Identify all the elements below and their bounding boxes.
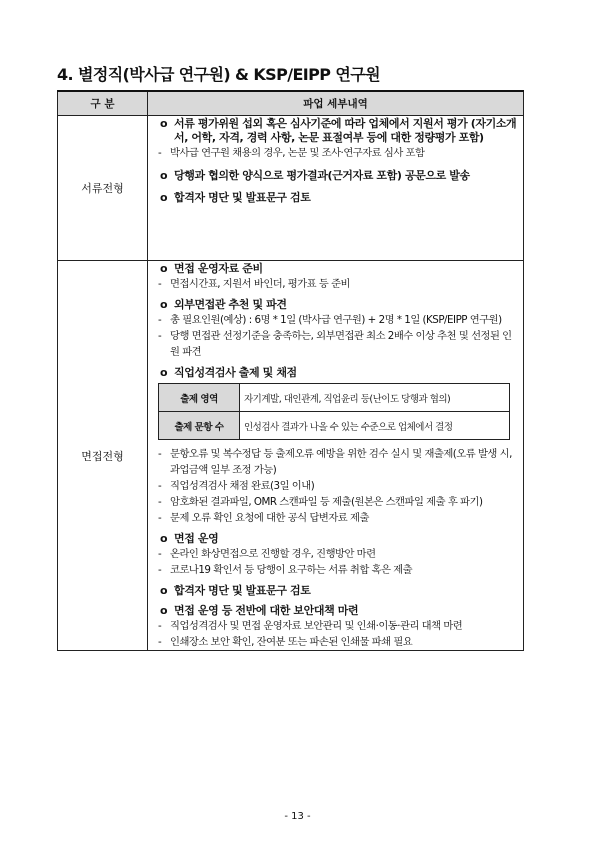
heading-item: o 면접 운영자료 준비 (160, 262, 263, 275)
sub-table-row (159, 412, 510, 440)
table-row-interview (58, 261, 524, 651)
heading-item: o 면접 운영 등 전반에 대한 보안대책 마련 (160, 604, 359, 617)
heading-item: o 합격자 명단 및 발표문구 검토 (160, 584, 311, 597)
page-number: - 13 - (284, 811, 311, 822)
detail-item: - 당행 면접관 선정기준을 충족하는, 외부면접관 최소 2배수 이상 추천 및 선정된 인원 파견 (158, 330, 512, 358)
detail-item: - 암호화된 결과파일, OMR 스캔파일 등 제출(원본은 스캔파일 제출 후 파기) (158, 496, 483, 508)
detail-item: - 온라인 화상면접으로 진행할 경우, 진행방안 마련 (158, 548, 376, 560)
detail-item: - 박사급 연구원 채용의 경우, 논문 및 조사·연구자료 심사 포함 (158, 147, 425, 159)
heading-item: o 서류 평가위원 섭외 혹은 심사기준에 따라 업체에서 지원서 평가 (자기소개서, 어학, 자격, 경력 사항, 논문 표절여부 등에 대한 정량평가 포함) (160, 117, 517, 144)
detail-item: - 문제 오류 확인 요청에 대한 공식 답변자료 제출 (158, 512, 369, 524)
header-category: 구 분 (58, 91, 148, 116)
task-table (57, 90, 524, 651)
detail-item: - 총 필요인원(예상) : 6명 * 1일 (박사급 연구원) + 2명 * 1일 (KSP/EIPP 연구원) (158, 314, 502, 326)
heading-item: o 당행과 협의한 양식으로 평가결과(근거자료 포함) 공문으로 발송 (160, 169, 470, 182)
sub-table-row (159, 384, 510, 412)
detail-item: - 면접시간표, 지원서 바인더, 평가표 등 준비 (158, 278, 351, 290)
detail-item: - 직업성격검사 및 면접 운영자료 보안관리 및 인쇄·이동·관리 대책 마련 (158, 620, 463, 632)
header-details: 파업 세부내역 (148, 91, 524, 116)
details-interview (148, 261, 524, 651)
heading-item: o 직업성격검사 출제 및 채점 (160, 366, 297, 379)
sub-table-label: 출제 문항 수 (159, 412, 240, 440)
table-header-row (58, 91, 524, 116)
detail-item: - 직업성격검사 채점 완료(3일 이내) (158, 480, 315, 492)
detail-item: - 인쇄장소 보안 확인, 잔여분 또는 파손된 인쇄물 파쇄 필요 (158, 636, 413, 648)
test-spec-table (158, 383, 510, 440)
detail-item: - 코로나19 확인서 등 당행이 요구하는 서류 취합 혹은 제출 (158, 564, 413, 576)
category-interview: 면접전형 (58, 261, 148, 651)
sub-table-value: 자기계발, 대인관계, 직업윤리 등(난이도 당행과 협의) (240, 384, 510, 412)
sub-table-label: 출제 영역 (159, 384, 240, 412)
details-doc-review (148, 116, 524, 261)
section-title: 4. 별정직(박사급 연구원) & KSP/EIPP 연구원 (57, 65, 380, 84)
heading-item: o 외부면접관 추천 및 파견 (160, 298, 287, 311)
heading-item: o 면접 운영 (160, 532, 219, 545)
category-doc-review: 서류전형 (58, 116, 148, 261)
table-row-doc-review (58, 116, 524, 261)
detail-item: - 문항오류 및 복수정답 등 출제오류 예방을 위한 검수 실시 및 재출제(오류 발생 시, 과업금액 일부 조정 가능) (158, 448, 512, 476)
sub-table-value: 인성검사 결과가 나올 수 있는 수준으로 업체에서 결정 (240, 412, 510, 440)
heading-item: o 합격자 명단 및 발표문구 검토 (160, 191, 311, 204)
